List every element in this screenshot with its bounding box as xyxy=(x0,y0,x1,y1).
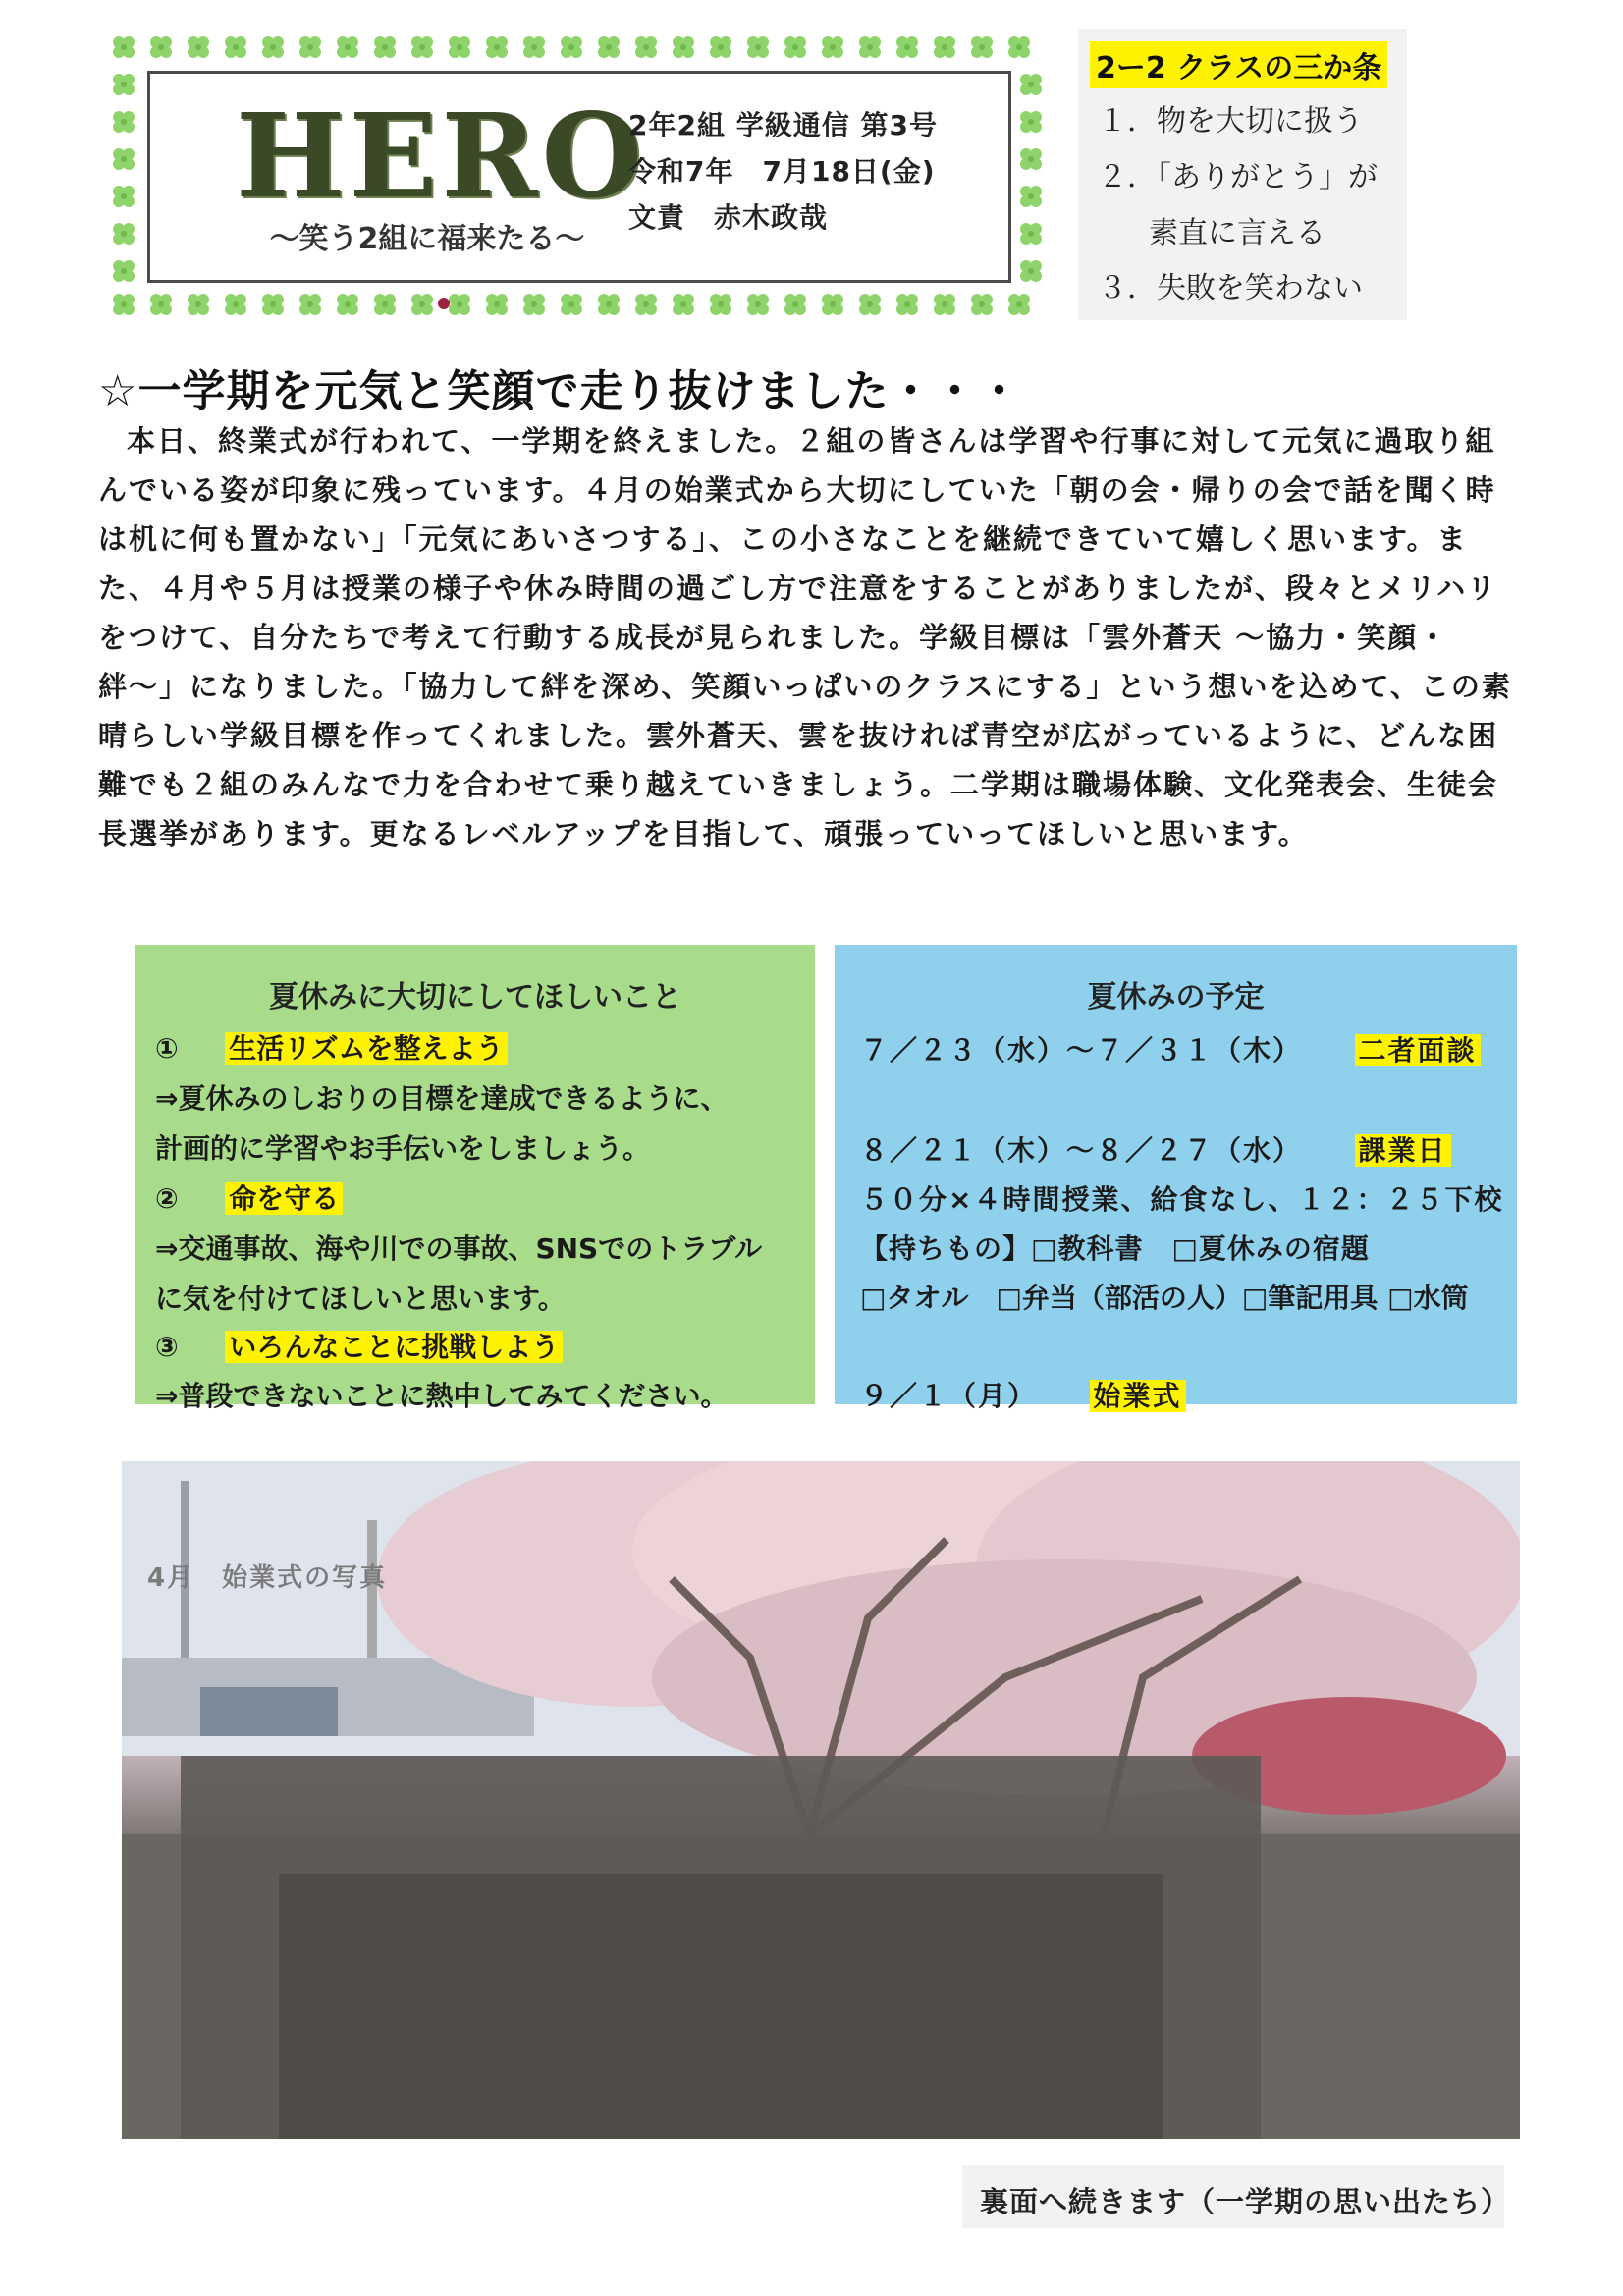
clover-icon xyxy=(113,186,135,207)
clover-icon xyxy=(747,294,769,315)
clover-icon xyxy=(1020,74,1042,95)
class-rules-title: 2ー2 クラスの三か条 xyxy=(1090,41,1387,88)
clover-icon xyxy=(113,148,135,170)
clover-icon xyxy=(598,36,620,58)
clover-icon xyxy=(971,36,993,58)
clover-icon xyxy=(859,294,881,315)
photo-caption: 4月 始業式の写真 xyxy=(147,1563,388,1593)
tip-2-text-b: に気を付けてほしいと思います。 xyxy=(155,1283,566,1315)
tip-2-number: ② xyxy=(155,1182,179,1215)
clover-icon xyxy=(710,294,731,315)
main-body-text: 本日、終業式が行われて、一学期を終えました。２組の皆さんは学習や行事に対して元気に過取り組んでいる姿が印象に残っています。４月の始業式から大切にしていた「朝の会・帰りの会で話を聞く時は机に何も置かない」「元気にあいさつする」、この小さなことを継続できていて嬉しく思います。また、４月や５月は授業の様子や休み時間の過ごし方で注意をすることがありましたが、段々とメリハリをつけて、自分たちで考えて行動する成長が見られました。学級目標は「雲外蒼天 〜協力・笑顔・絆〜」になりました。「協力して絆を深め、笑顔いっぱいのクラスにする」という想いを込めて、この素晴らしい学級目標を作ってくれました。雲外蒼天、雲を抜ければ青空が広がっているように、どんな困難でも２組のみんなで力を合わせて乗り越えていきましょう。二学期は職場体験、文化発表会、生徒会長選挙があります。更なるレベルアップを目指して、頑張っていってほしいと思います。 xyxy=(98,424,1512,850)
schedule-row-2-items-a: 【持ちもの】□教科書 □夏休みの宿題 xyxy=(860,1232,1370,1265)
clover-icon xyxy=(598,294,620,315)
schedule-row-2-detail: ５０分×４時間授業、給食なし、１２：２５下校 xyxy=(860,1183,1504,1216)
schedule-row-1-event: 二者面談 xyxy=(1355,1034,1481,1066)
clover-icon xyxy=(113,111,135,133)
clover-icon xyxy=(523,294,545,315)
issue-date: 令和7年 7月18日(金) xyxy=(628,155,936,188)
clover-icon xyxy=(150,36,172,58)
clover-icon xyxy=(822,36,843,58)
tip-1-highlight: 生活リズムを整えよう xyxy=(225,1032,507,1065)
tip-1-heading xyxy=(155,1027,508,1066)
clover-icon xyxy=(299,36,321,58)
tip-1-number: ① xyxy=(155,1032,179,1065)
issue-author: 文責 赤木政哉 xyxy=(628,201,829,234)
clover-icon xyxy=(896,294,918,315)
schedule-row-1-date: ７／２３（水）〜７／３１（木） xyxy=(860,1034,1303,1066)
clover-icon xyxy=(1020,148,1042,170)
clover-icon xyxy=(1020,111,1042,133)
main-heading: ☆一学期を元気と笑顔で走り抜けました・・・ xyxy=(98,366,1022,416)
clover-icon xyxy=(710,36,731,58)
tip-1-text-a: ⇒夏休みのしおりの目標を達成できるように、 xyxy=(155,1082,729,1115)
clover-icon xyxy=(859,36,881,58)
tip-3-number: ③ xyxy=(155,1331,179,1363)
clover-icon xyxy=(934,294,955,315)
clover-icon xyxy=(113,294,135,315)
clover-icon xyxy=(971,294,993,315)
clover-icon xyxy=(934,36,955,58)
clover-icon xyxy=(486,294,508,315)
tip-3-heading xyxy=(155,1326,563,1365)
clover-icon xyxy=(374,294,396,315)
clover-icon xyxy=(113,223,135,245)
clover-icon xyxy=(299,294,321,315)
clover-icon xyxy=(113,74,135,95)
clover-icon xyxy=(822,294,843,315)
class-rule-1: １．物を大切に扱う xyxy=(1098,104,1363,138)
header-pin-dot xyxy=(438,298,450,309)
tip-3-highlight: いろんなことに挑戦しよう xyxy=(225,1331,563,1363)
class-rule-2: ２．「ありがとう」が xyxy=(1098,160,1378,194)
clover-icon xyxy=(1020,223,1042,245)
clover-icon xyxy=(113,260,135,282)
clover-icon xyxy=(411,294,433,315)
clover-icon xyxy=(188,36,209,58)
schedule-row-3-event: 始業式 xyxy=(1090,1380,1186,1412)
schedule-row-3-date: ９／１（月） xyxy=(860,1380,1038,1412)
clover-icon xyxy=(262,36,284,58)
tip-2-heading xyxy=(155,1177,343,1217)
class-rule-3: ３．失敗を笑わない xyxy=(1098,271,1363,305)
clover-icon xyxy=(747,36,769,58)
clover-icon xyxy=(449,36,470,58)
clover-icon xyxy=(561,36,582,58)
clover-icon xyxy=(337,36,358,58)
clover-icon xyxy=(113,36,135,58)
clover-icon xyxy=(1008,294,1030,315)
clover-icon xyxy=(486,36,508,58)
class-rule-2-cont: 素直に言える xyxy=(1149,216,1325,250)
clover-icon xyxy=(523,36,545,58)
schedule-row-3 xyxy=(860,1375,1186,1414)
clover-icon xyxy=(784,294,806,315)
clover-icon xyxy=(449,294,470,315)
summer-schedule-title: 夏休みの予定 xyxy=(1087,980,1265,1014)
clover-icon xyxy=(561,294,582,315)
clover-icon xyxy=(1020,260,1042,282)
clover-icon xyxy=(896,36,918,58)
clover-icon xyxy=(635,294,657,315)
clover-icon xyxy=(673,36,694,58)
clover-icon xyxy=(1020,186,1042,207)
continued-note: 裏面へ続きます（一学期の思い出たち） xyxy=(980,2185,1511,2218)
clover-icon xyxy=(225,36,246,58)
tip-3-text-a: ⇒普段できないことに熱中してみてください。 xyxy=(155,1380,729,1412)
clover-icon xyxy=(337,294,358,315)
tip-2-text-a: ⇒交通事故、海や川での事故、SNSでのトラブル xyxy=(155,1232,763,1265)
clover-icon xyxy=(150,294,172,315)
schedule-row-2-date: ８／２１（木）〜８／２７（水） xyxy=(860,1134,1303,1167)
clover-icon xyxy=(225,294,246,315)
schedule-row-2-items-b: □タオル □弁当（部活の人）□筆記用具 □水筒 xyxy=(860,1282,1469,1314)
clover-icon xyxy=(1008,36,1030,58)
summer-tips-title: 夏休みに大切にしてほしいこと xyxy=(269,980,681,1014)
newsletter-title: HERO xyxy=(236,87,647,224)
clover-icon xyxy=(262,294,284,315)
tip-2-highlight: 命を守る xyxy=(225,1182,343,1215)
clover-icon xyxy=(673,294,694,315)
clover-icon xyxy=(374,36,396,58)
newsletter-subtitle: 〜笑う2組に福来たる〜 xyxy=(269,222,585,256)
clover-icon xyxy=(635,36,657,58)
schedule-row-2-event: 課業日 xyxy=(1355,1134,1451,1167)
issue-info: 2年2組 学級通信 第3号 xyxy=(628,109,938,141)
clover-icon xyxy=(784,36,806,58)
clover-icon xyxy=(188,294,209,315)
tip-1-text-b: 計画的に学習やお手伝いをしましょう。 xyxy=(155,1132,651,1165)
clover-icon xyxy=(411,36,433,58)
schedule-row-2 xyxy=(860,1129,1451,1169)
schedule-row-1 xyxy=(860,1029,1481,1068)
